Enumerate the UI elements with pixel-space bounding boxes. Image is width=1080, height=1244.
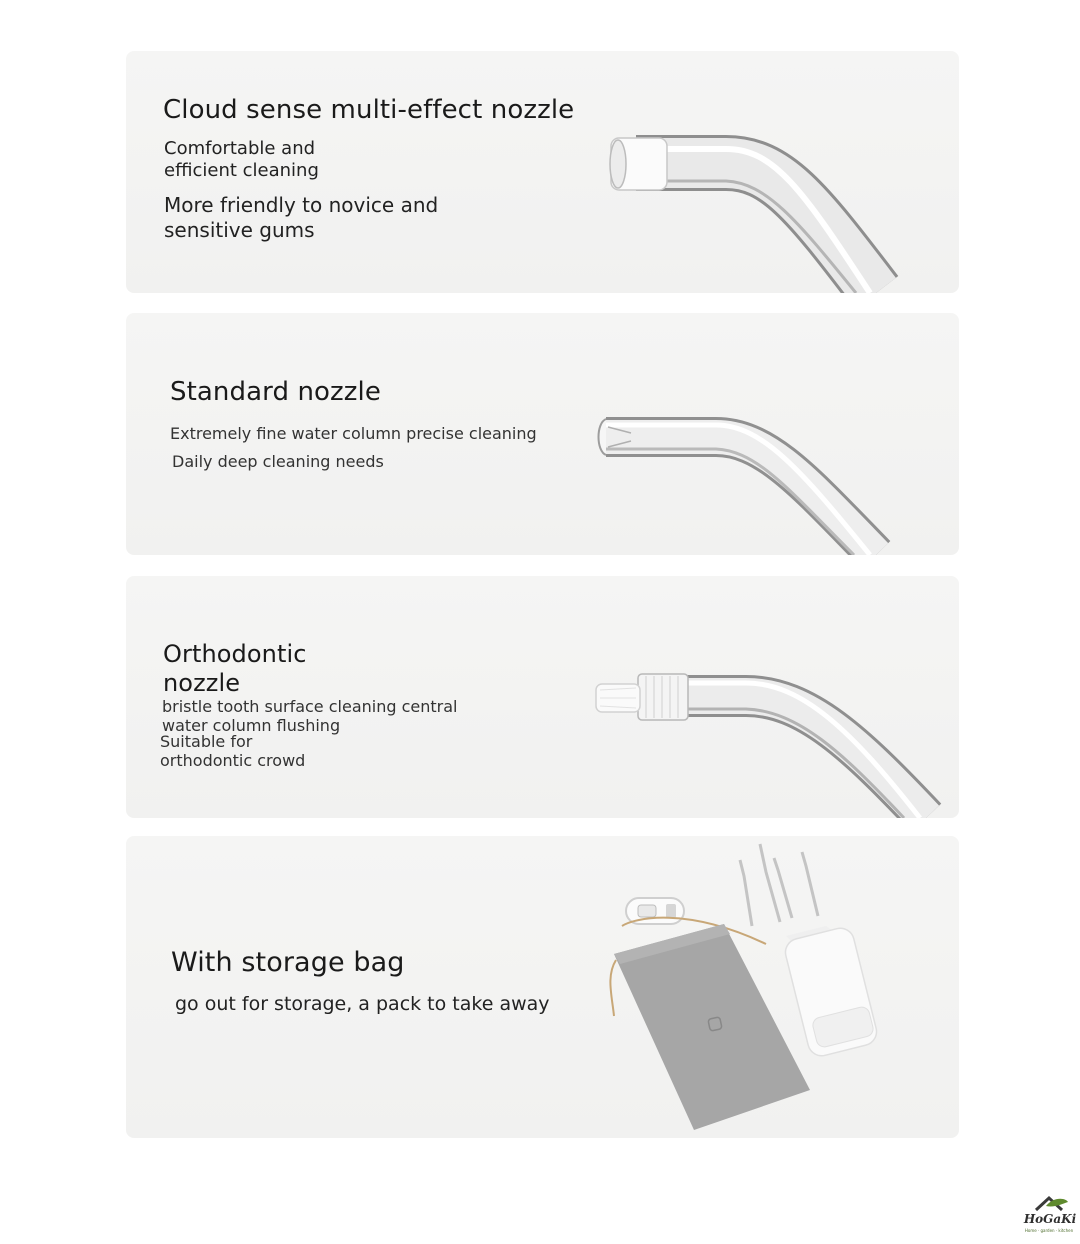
water-flosser-icon xyxy=(783,925,880,1058)
card-cloud-sense-nozzle xyxy=(126,51,959,293)
brand-wordmark: HoGaKi xyxy=(1023,1212,1077,1226)
storage-bag-kit-icon xyxy=(126,836,959,1138)
card-subtitle-line: water column flushing xyxy=(162,716,341,735)
card-title-line: nozzle xyxy=(163,669,241,697)
card-title: With storage bag xyxy=(171,947,405,978)
card-subtitle-line: bristle tooth surface cleaning central xyxy=(162,697,458,716)
card-subtitle-line: Daily deep cleaning needs xyxy=(172,452,384,471)
card-standard-nozzle xyxy=(126,313,959,555)
brand-logo xyxy=(1020,1192,1078,1238)
card-title: Cloud sense multi-effect nozzle xyxy=(163,95,575,125)
card-subtitle-line: sensitive gums xyxy=(164,218,315,242)
card-title: Standard nozzle xyxy=(170,377,381,407)
card-orthodontic-nozzle xyxy=(126,576,959,818)
card-storage-bag xyxy=(126,836,959,1138)
card-subtitle-line: efficient cleaning xyxy=(164,160,319,181)
card-subtitle-line: orthodontic crowd xyxy=(160,751,306,770)
card-subtitle-line: Comfortable and xyxy=(164,138,316,159)
brand-tagline: Home · garden · kitchen xyxy=(1024,1228,1074,1233)
card-title-line: Orthodontic xyxy=(163,640,307,668)
spare-nozzles-icon xyxy=(740,844,818,926)
card-subtitle-line: go out for storage, a pack to take away xyxy=(175,993,550,1015)
card-subtitle-line: More friendly to novice and xyxy=(164,193,439,217)
card-subtitle-line: Extremely fine water column precise cleaning xyxy=(170,424,537,443)
card-subtitle-line: Suitable for xyxy=(160,732,253,751)
